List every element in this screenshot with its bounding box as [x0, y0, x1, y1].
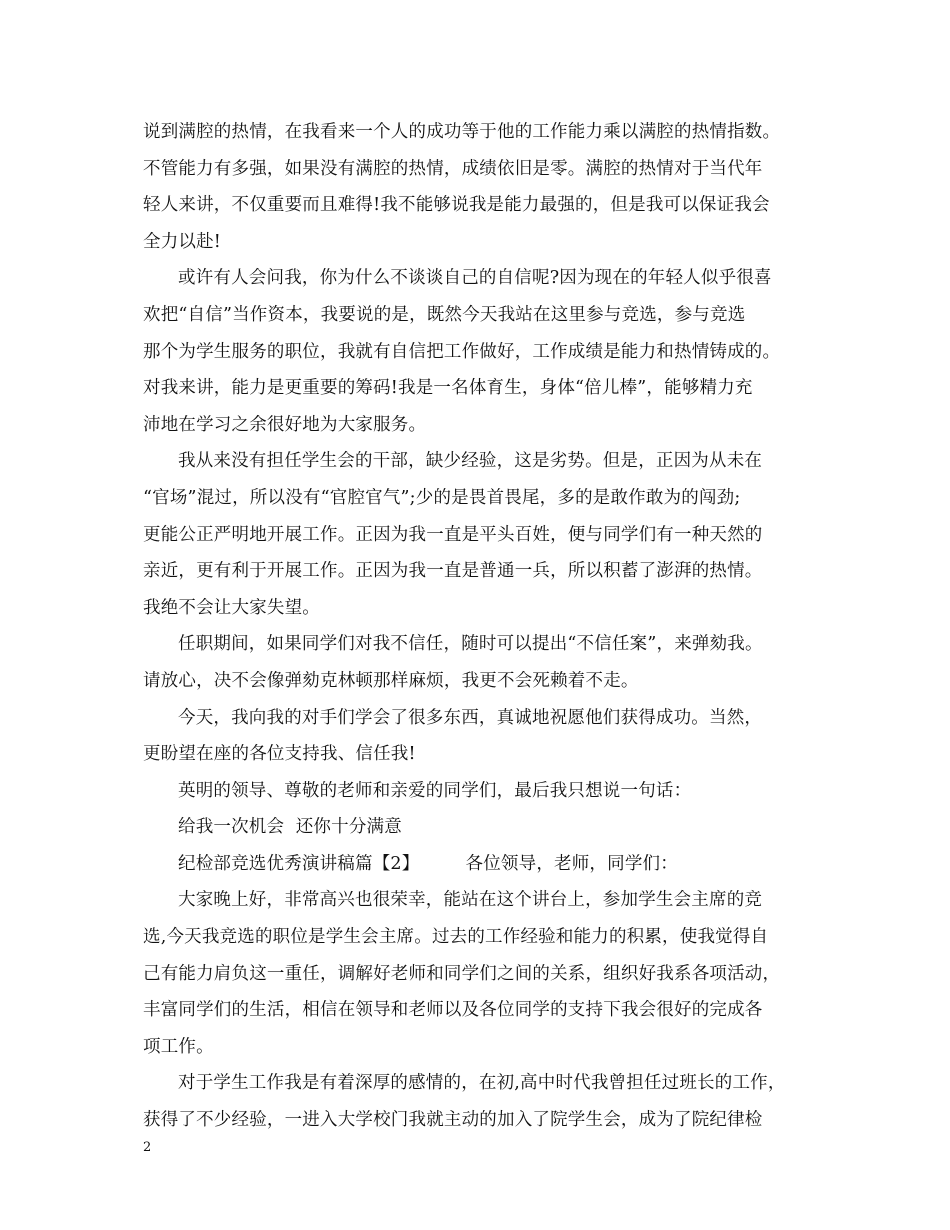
text-line: 沛地在学习之余很好地为大家服务。	[143, 414, 427, 435]
section-heading-line: 纪检部竞选优秀演讲稿篇【2】 各位领导，老师，同学们：	[178, 853, 678, 874]
text-line: 说到满腔的热情，在我看来一个人的成功等于他的工作能力乘以满腔的热情指数。	[143, 122, 781, 142]
text-line: 请放心，决不会像弹劾克林顿那样麻烦，我更不会死赖着不走。	[143, 670, 639, 691]
text-line: 给我一次机会 还你十分满意	[178, 817, 402, 838]
text-line: 或许有人会问我，你为什么不谈谈自己的自信呢?因为现在的年轻人似乎很喜	[178, 268, 772, 289]
text-line: “官场”混过，所以没有“官腔官气”;少的是畏首畏尾，多的是敢作敢为的闯劲;	[143, 487, 741, 508]
text-line: 那个为学生服务的职位，我就有自信把工作做好，工作成绩是能力和热情铸成的。	[143, 341, 781, 362]
text-line: 更能公正严明地开展工作。正因为我一直是平头百姓，便与同学们有一种天然的	[143, 524, 763, 545]
text-line: 全力以赴!	[143, 231, 222, 252]
text-line: 欢把“自信”当作资本，我要说的是，既然今天我站在这里参与竞选，参与竞选	[143, 304, 746, 325]
text-line: 我绝不会让大家失望。	[143, 597, 320, 618]
text-line: 项工作。	[143, 1036, 214, 1057]
text-line: 更盼望在座的各位支持我、信任我!	[143, 744, 416, 765]
text-line: 获得了不少经验，一进入大学校门我就主动的加入了院学生会，成为了院纪律检	[143, 1110, 763, 1131]
body-text	[143, 114, 813, 1139]
text-line: 对于学生工作我是有着深厚的感情的，在初,高中时代我曾担任过班长的工作，	[178, 1073, 786, 1094]
text-line: 我从来没有担任学生会的干部，缺少经验，这是劣势。但是，正因为从未在	[178, 451, 763, 472]
page-number: 2	[143, 1140, 152, 1155]
text-line: 丰富同学们的生活，相信在领导和老师以及各位同学的支持下我会很好的完成各	[143, 1000, 763, 1021]
text-line: 选,今天我竞选的职位是学生会主席。过去的工作经验和能力的积累，使我觉得自	[143, 927, 769, 948]
text-line: 亲近，更有利于开展工作。正因为我一直是普通一兵，所以积蓄了澎湃的热情。	[143, 561, 763, 582]
text-line: 今天，我向我的对手们学会了很多东西，真诚地祝愿他们获得成功。当然，	[178, 707, 763, 728]
text-line: 轻人来讲，不仅重要而且难得!我不能够说我是能力最强的，但是我可以保证我会	[143, 195, 770, 216]
text-line: 任职期间，如果同学们对我不信任，随时可以提出“不信任案”，来弹劾我。	[178, 634, 763, 655]
text-line: 己有能力肩负这一重任，调解好老师和同学们之间的关系，组织好我系各项活动，	[143, 963, 781, 984]
text-line: 大家晚上好，非常高兴也很荣幸，能站在这个讲台上，参加学生会主席的竞	[178, 890, 763, 911]
text-line: 对我来讲，能力是更重要的筹码!我是一名体育生，身体“倍儿棒”，能够精力充	[143, 378, 753, 399]
text-line: 不管能力有多强，如果没有满腔的热情，成绩依旧是零。满腔的热情对于当代年	[143, 158, 763, 179]
text-line: 英明的领导、尊敬的老师和亲爱的同学们，最后我只想说一句话：	[178, 780, 692, 801]
